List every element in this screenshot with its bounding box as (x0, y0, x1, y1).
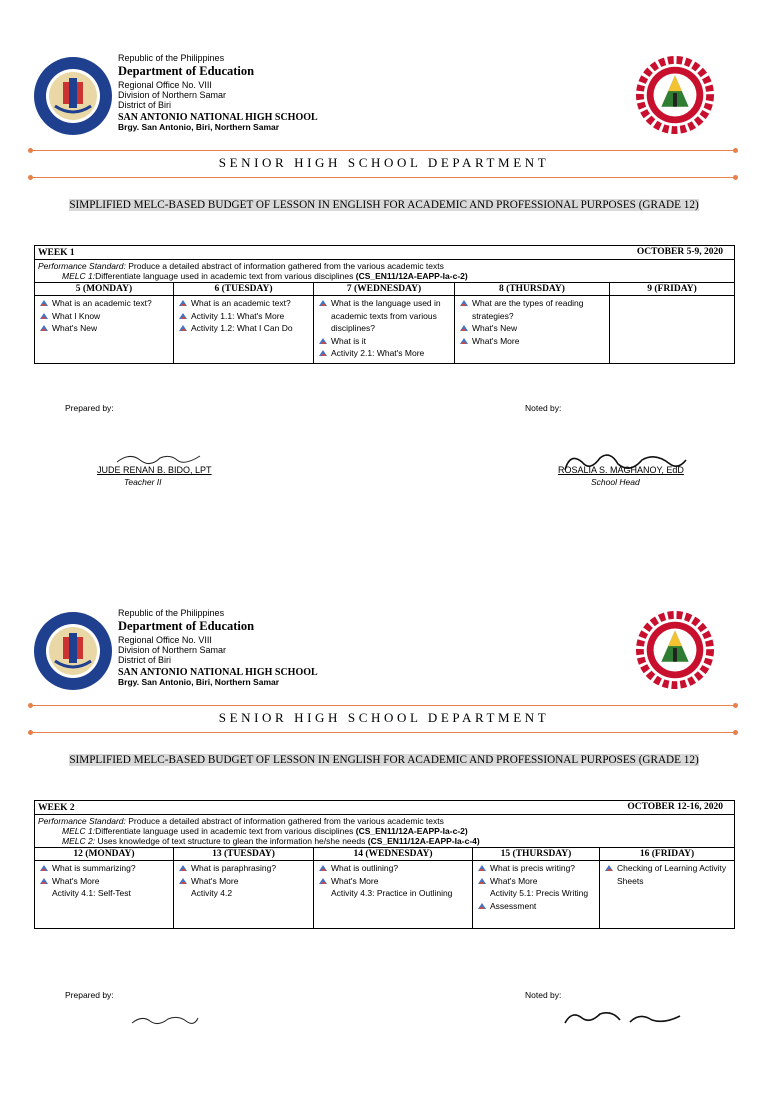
list-item: What's More (177, 875, 310, 888)
head-title: School Head (591, 477, 640, 487)
document-title: SIMPLIFIED MELC-BASED BUDGET OF LESSON IN ENGLISH FOR ACADEMIC AND PROFESSIONAL PURPOSES (GRADE 12) (69, 754, 699, 766)
day-cell (473, 861, 600, 929)
day-header: 15 (THURSDAY) (473, 848, 600, 861)
teacher-name: JUDE RENAN B. BIDO, LPT (97, 465, 212, 475)
teacher-title: Teacher II (124, 477, 162, 487)
list-item: What's More (458, 335, 606, 348)
district-text: District of Biri (118, 655, 172, 666)
list-item: What's More (476, 875, 596, 888)
list-item: What is it (317, 335, 451, 348)
list-item: What is an academic text? (38, 297, 170, 310)
head-name: ROSALIA S. MAGHANOY, EdD (558, 465, 684, 475)
day-cell (610, 296, 735, 364)
day-header: 7 (WEDNESDAY) (314, 283, 455, 296)
week-dates: OCTOBER 5-9, 2020 (636, 247, 723, 257)
region-text: Regional Office No. VIII (118, 634, 212, 645)
school-address: Brgy. San Antonio, Biri, Northern Samar (118, 122, 280, 133)
prepared-label: Prepared by: (65, 403, 114, 413)
school-name: SAN ANTONIO NATIONAL HIGH SCHOOL (118, 111, 318, 123)
list-item: Activity 1.2: What I Can Do (177, 322, 310, 335)
deped-seal-icon (33, 56, 113, 136)
melc1-code: (CS_EN11/12A-EAPP-Ia-c-2) (355, 826, 468, 836)
day-cell (35, 296, 174, 364)
week-2-table (34, 800, 735, 929)
list-item: Activity 4.1: Self-Test (52, 888, 131, 898)
day-header: 16 (FRIDAY) (600, 848, 735, 861)
list-item: Activity 5.1: Precis Writing (490, 888, 589, 898)
noted-label: Noted by: (525, 403, 562, 413)
head-signature-icon (560, 1010, 690, 1024)
week-1-table (34, 245, 735, 364)
department-name: Department of Education (118, 619, 255, 634)
day-header: 8 (THURSDAY) (455, 283, 610, 296)
letterhead (118, 608, 318, 688)
ps-text: Produce a detailed abstract of information gathered from the various academic texts (128, 816, 444, 826)
standards-cell (35, 260, 735, 283)
day-cell (174, 861, 314, 929)
melc1-text: Differentiate language used in academic text from various disciplines (95, 271, 354, 281)
list-item: What is outlining? (317, 862, 469, 875)
day-header: 5 (MONDAY) (35, 283, 174, 296)
melc1-code: (CS_EN11/12A-EAPP-Ia-c-2) (355, 271, 468, 281)
prepared-label: Prepared by: (65, 990, 114, 1000)
day-header: 6 (TUESDAY) (174, 283, 314, 296)
divider-line (30, 177, 736, 178)
list-item: What's More (317, 875, 469, 888)
day-cell (314, 861, 473, 929)
list-item: What is the language used in academic texts from various disciplines? (317, 297, 451, 335)
day-header: 12 (MONDAY) (35, 848, 174, 861)
republic-text: Republic of the Philippines (118, 608, 225, 618)
division-text: Division of Northern Samar (118, 90, 227, 101)
ps-text: Produce a detailed abstract of information gathered from the various academic texts (128, 261, 444, 271)
list-item: What are the types of reading strategies? (458, 297, 606, 322)
list-item: What's New (38, 322, 170, 335)
melc1-text: Differentiate language used in academic text from various disciplines (95, 826, 354, 836)
list-item: What is an academic text? (177, 297, 310, 310)
school-name: SAN ANTONIO NATIONAL HIGH SCHOOL (118, 666, 318, 678)
ps-label: Performance Standard: (38, 816, 126, 826)
list-item: Activity 4.3: Practice in Outlining (331, 888, 453, 898)
department-name: Department of Education (118, 64, 255, 79)
list-item: What is precis writing? (476, 862, 596, 875)
week-label: WEEK 2 (38, 803, 75, 813)
week-dates: OCTOBER 12-16, 2020 (627, 802, 723, 812)
teacher-signature-icon (115, 450, 205, 466)
melc2-label: MELC 2: (62, 836, 96, 846)
list-item: What is summarizing? (38, 862, 170, 875)
school-address: Brgy. San Antonio, Biri, Northern Samar (118, 677, 280, 688)
melc2-code: (CS_EN11/12A-EAPP-Ia-c-4) (367, 836, 480, 846)
day-header: 9 (FRIDAY) (610, 283, 735, 296)
day-cell (314, 296, 455, 364)
list-item: Activity 2.1: What's More (317, 347, 451, 360)
divider-line (30, 150, 736, 151)
list-item: Activity 4.2 (191, 888, 233, 898)
school-logo-icon (636, 56, 714, 134)
melc1-label: MELC 1: (62, 271, 96, 281)
department-banner: SENIOR HIGH SCHOOL DEPARTMENT (218, 710, 550, 725)
district-text: District of Biri (118, 100, 172, 111)
standards-cell (35, 815, 735, 848)
day-header: 13 (TUESDAY) (174, 848, 314, 861)
page-2 (0, 555, 768, 1115)
list-item: What I Know (38, 310, 170, 323)
day-header: 14 (WEDNESDAY) (314, 848, 473, 861)
republic-text: Republic of the Philippines (118, 53, 225, 63)
school-logo-icon (636, 611, 714, 689)
divider-line (30, 732, 736, 733)
list-item: What's New (458, 322, 606, 335)
list-item: What's More (38, 875, 170, 888)
list-item: Activity 1.1: What's More (177, 310, 310, 323)
list-item: Assessment (476, 900, 596, 913)
day-cell (600, 861, 735, 929)
list-item: What is paraphrasing? (177, 862, 310, 875)
week-label: WEEK 1 (38, 248, 75, 258)
department-banner: SENIOR HIGH SCHOOL DEPARTMENT (218, 155, 550, 170)
day-cell (35, 861, 174, 929)
melc2-text: Uses knowledge of text structure to glean the information he/she needs (97, 836, 366, 846)
divider-line (30, 705, 736, 706)
region-text: Regional Office No. VIII (118, 79, 212, 90)
deped-seal-icon (33, 611, 113, 691)
teacher-signature-icon (130, 1013, 200, 1025)
division-text: Division of Northern Samar (118, 645, 227, 656)
list-item: Checking of Learning Activity Sheets (603, 862, 731, 887)
melc1-label: MELC 1: (62, 826, 96, 836)
noted-label: Noted by: (525, 990, 562, 1000)
letterhead (118, 53, 318, 133)
day-cell (455, 296, 610, 364)
day-cell (174, 296, 314, 364)
ps-label: Performance Standard: (38, 261, 126, 271)
document-title: SIMPLIFIED MELC-BASED BUDGET OF LESSON IN ENGLISH FOR ACADEMIC AND PROFESSIONAL PURPOSES (GRADE 12) (69, 199, 699, 211)
